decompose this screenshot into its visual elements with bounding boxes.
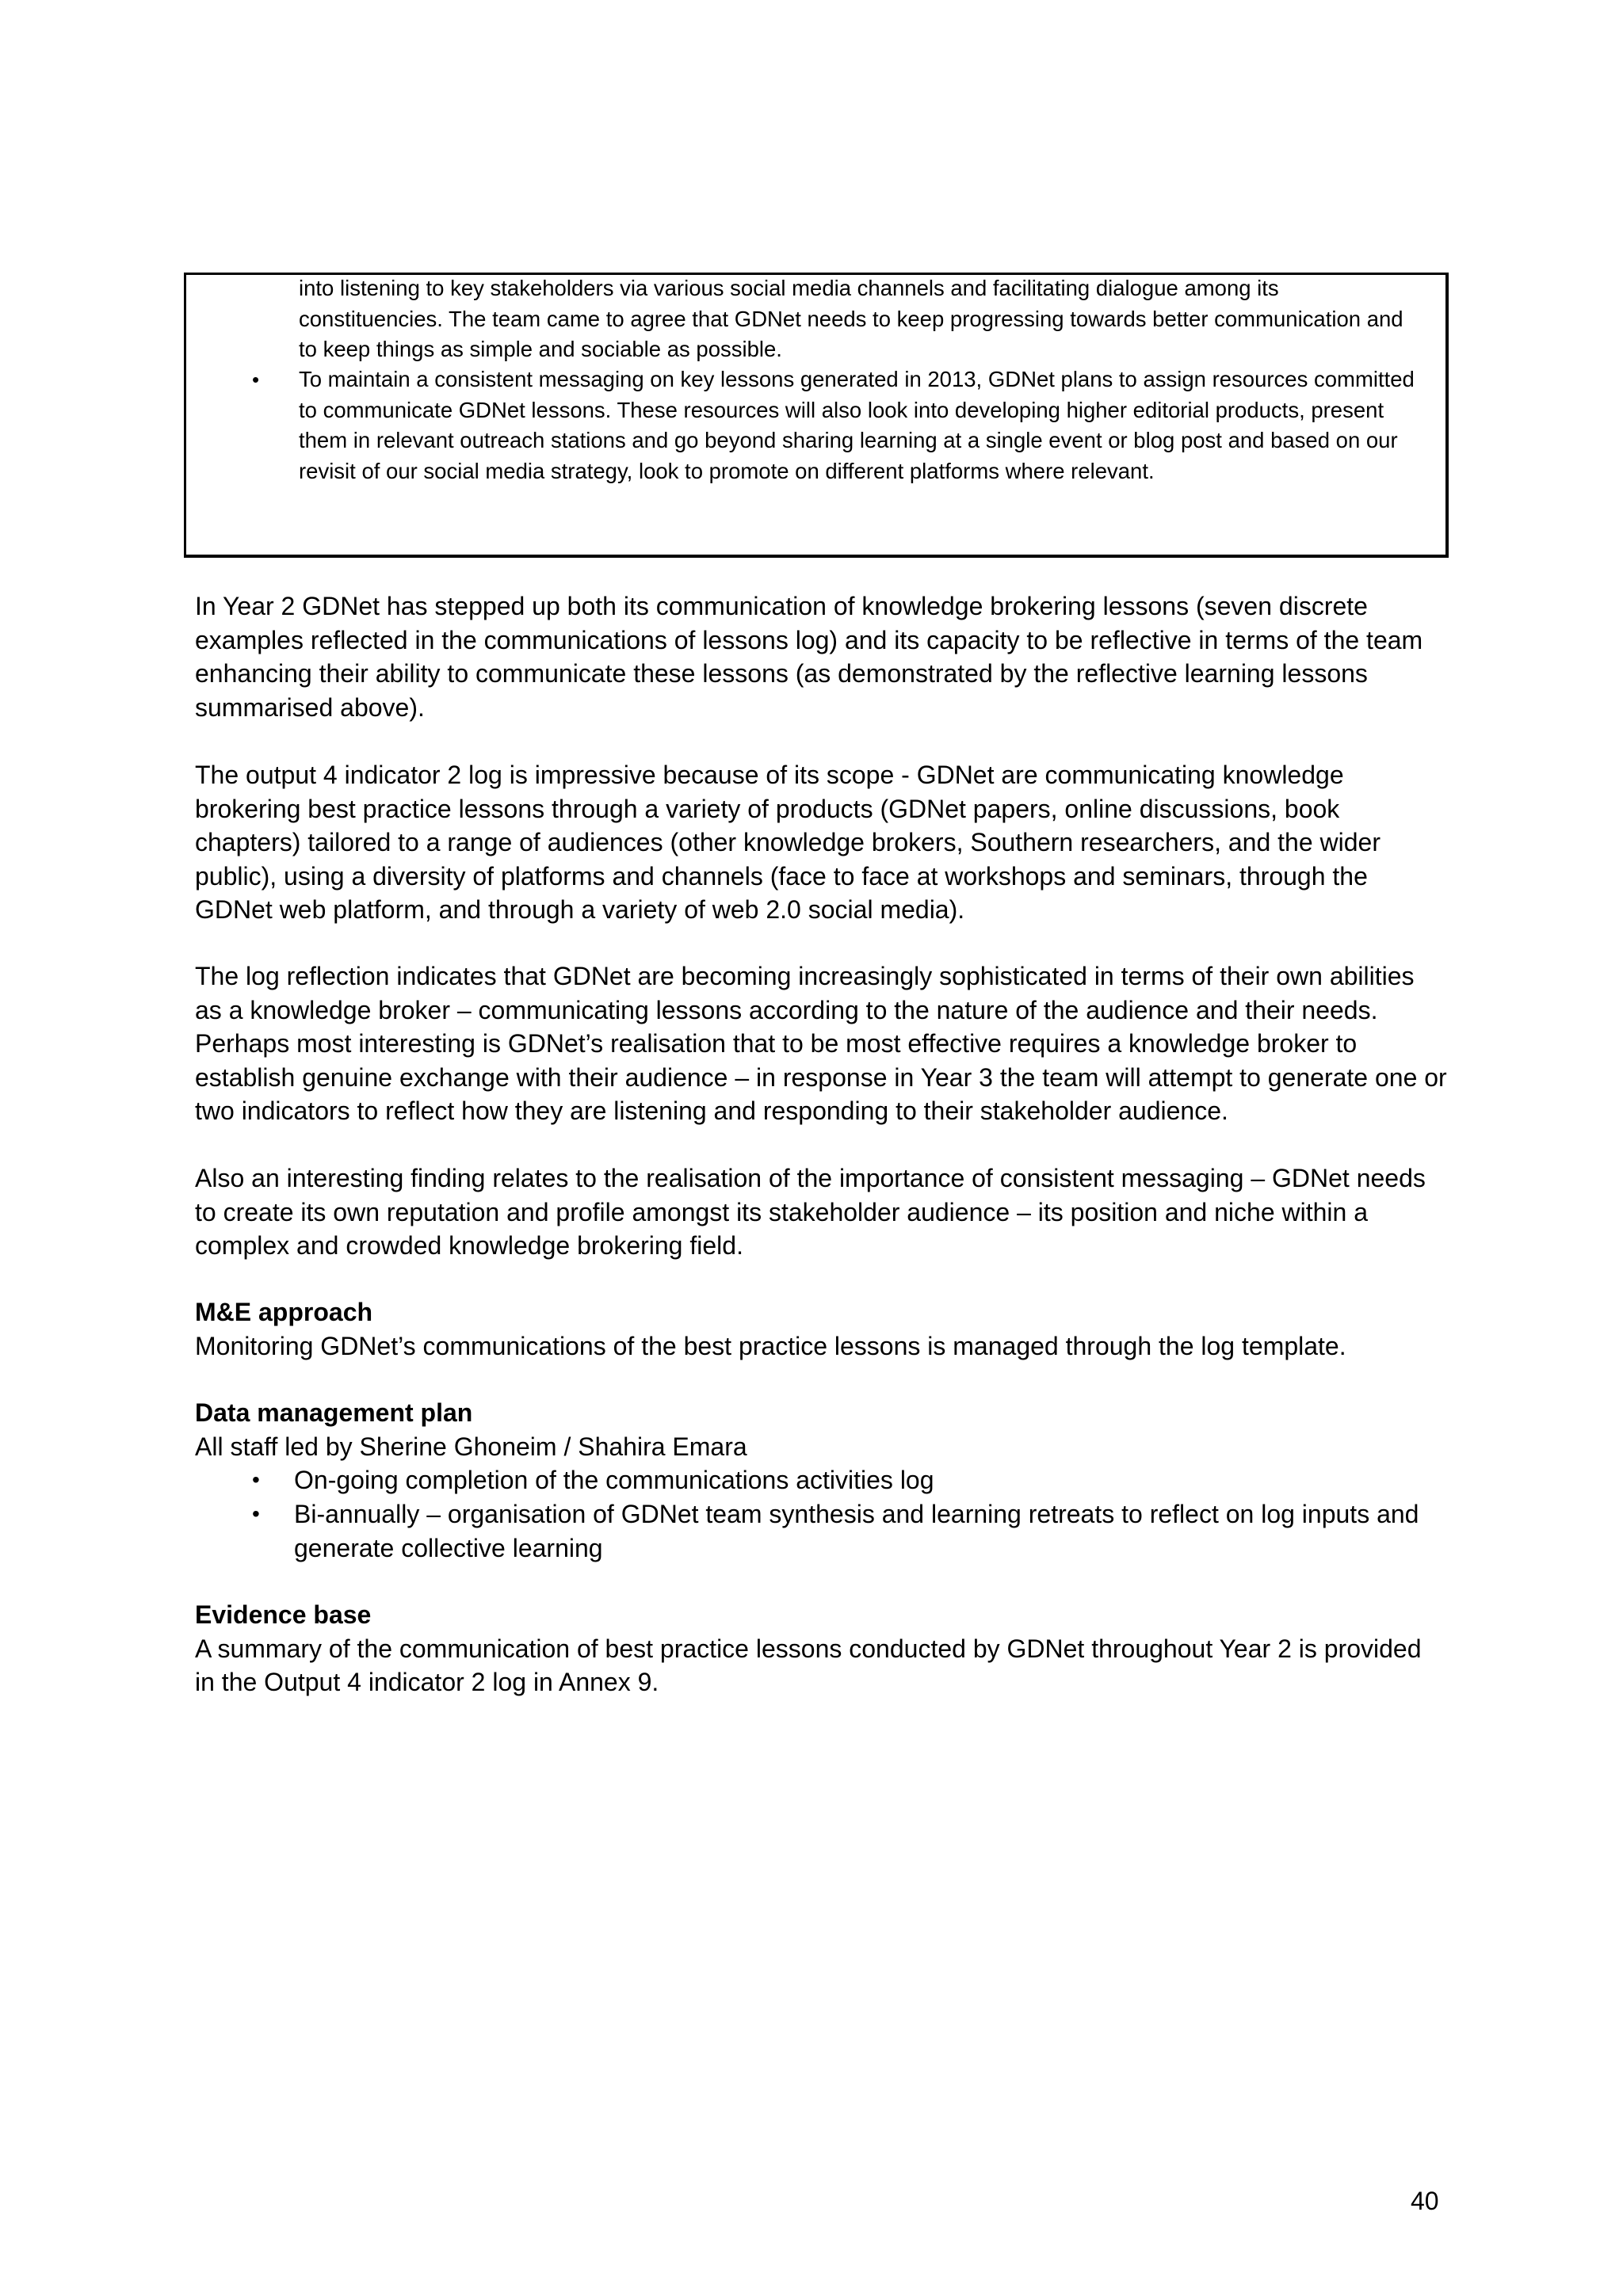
bullet-icon: • — [252, 368, 260, 391]
paragraph-text: The output 4 indicator 2 log is impressive because of its scope - GDNet are communicating knowledge brokering best practice lessons through a variety of products (GDNet papers, online discussions, book chapters) tailored to a range of audiences (other knowledge brokers, Southern researchers, and the wider public), using a diversity of platforms and channels (face to face at workshops and seminars, through the GDNet web platform, and through a variety of web 2.0 social media). — [195, 761, 1381, 924]
bullet-icon: • — [252, 1467, 260, 1492]
paragraph-text: In Year 2 GDNet has stepped up both its communication of knowledge brokering lessons (seven discrete examples reflected in the communications of lessons log) and its capacity to be reflective in terms of the team enhancing their ability to communicate these lessons (as demonstrated by the reflective learning lessons summarised above). — [195, 592, 1423, 722]
page-number: 40 — [1411, 2187, 1439, 2215]
section-heading: Data management plan — [195, 1398, 473, 1427]
bullet-icon: • — [252, 1501, 260, 1526]
list-item: On-going completion of the communications activities log — [294, 1466, 934, 1494]
paragraph-text: Also an interesting finding relates to the realisation of the importance of consistent messaging – GDNet needs to create its own reputation and profile amongst its stakeholder audience – its position and niche within a complex and crowded knowledge brokering field. — [195, 1164, 1426, 1260]
paragraph-year2 — [195, 589, 1447, 724]
section-me-approach — [195, 1295, 1447, 1363]
paragraph-output4 — [195, 758, 1447, 927]
section-evidence-base — [195, 1598, 1447, 1699]
paragraph-text: The log reflection indicates that GDNet are becoming increasingly sophisticated in terms of their own abilities as a knowledge broker – communicating lessons according to the nature of the audience and their needs. Perhaps most interesting is GDNet’s realisation that to be most effective requires a knowledge broker to establish genuine exchange with their audience – in response in Year 3 the team will attempt to generate one or two indicators to reflect how they are listening and responding to their stakeholder audience. — [195, 962, 1447, 1125]
box-continued-text: into listening to key stakeholders via various social media channels and facilitating dialogue among its constituencies. The team came to agree that GDNet needs to keep progressing towards better communication and to keep things as simple and sociable as possible. — [299, 276, 1403, 361]
box-bullet-item — [299, 364, 1424, 486]
section-text: All staff led by Sherine Ghoneim / Shahira Emara — [195, 1432, 747, 1461]
section-data-management — [195, 1396, 1447, 1463]
paragraph-log-reflection — [195, 959, 1447, 1128]
section-text: A summary of the communication of best practice lessons conducted by GDNet throughout Year 2 is provided in the Output 4 indicator 2 log in Annex 9. — [195, 1634, 1422, 1696]
section-heading: M&E approach — [195, 1298, 373, 1326]
paragraph-consistent-messaging — [195, 1161, 1447, 1263]
list-item: Bi-annually – organisation of GDNet team synthesis and learning retreats to reflect on log inputs and generate collective learning — [294, 1500, 1419, 1562]
section-text: Monitoring GDNet’s communications of the best practice lessons is managed through the log template. — [195, 1331, 1346, 1360]
box-bullet-text: To maintain a consistent messaging on key lessons generated in 2013, GDNet plans to assign resources committed to communicate GDNet lessons. These resources will also look into developing higher editorial products, present them in relevant outreach stations and go beyond sharing learning at a single event or blog post and based on our revisit of our social media strategy, look to promote on different platforms where relevant. — [299, 367, 1415, 483]
box-continued-paragraph — [299, 273, 1424, 365]
section-heading: Evidence base — [195, 1600, 372, 1629]
